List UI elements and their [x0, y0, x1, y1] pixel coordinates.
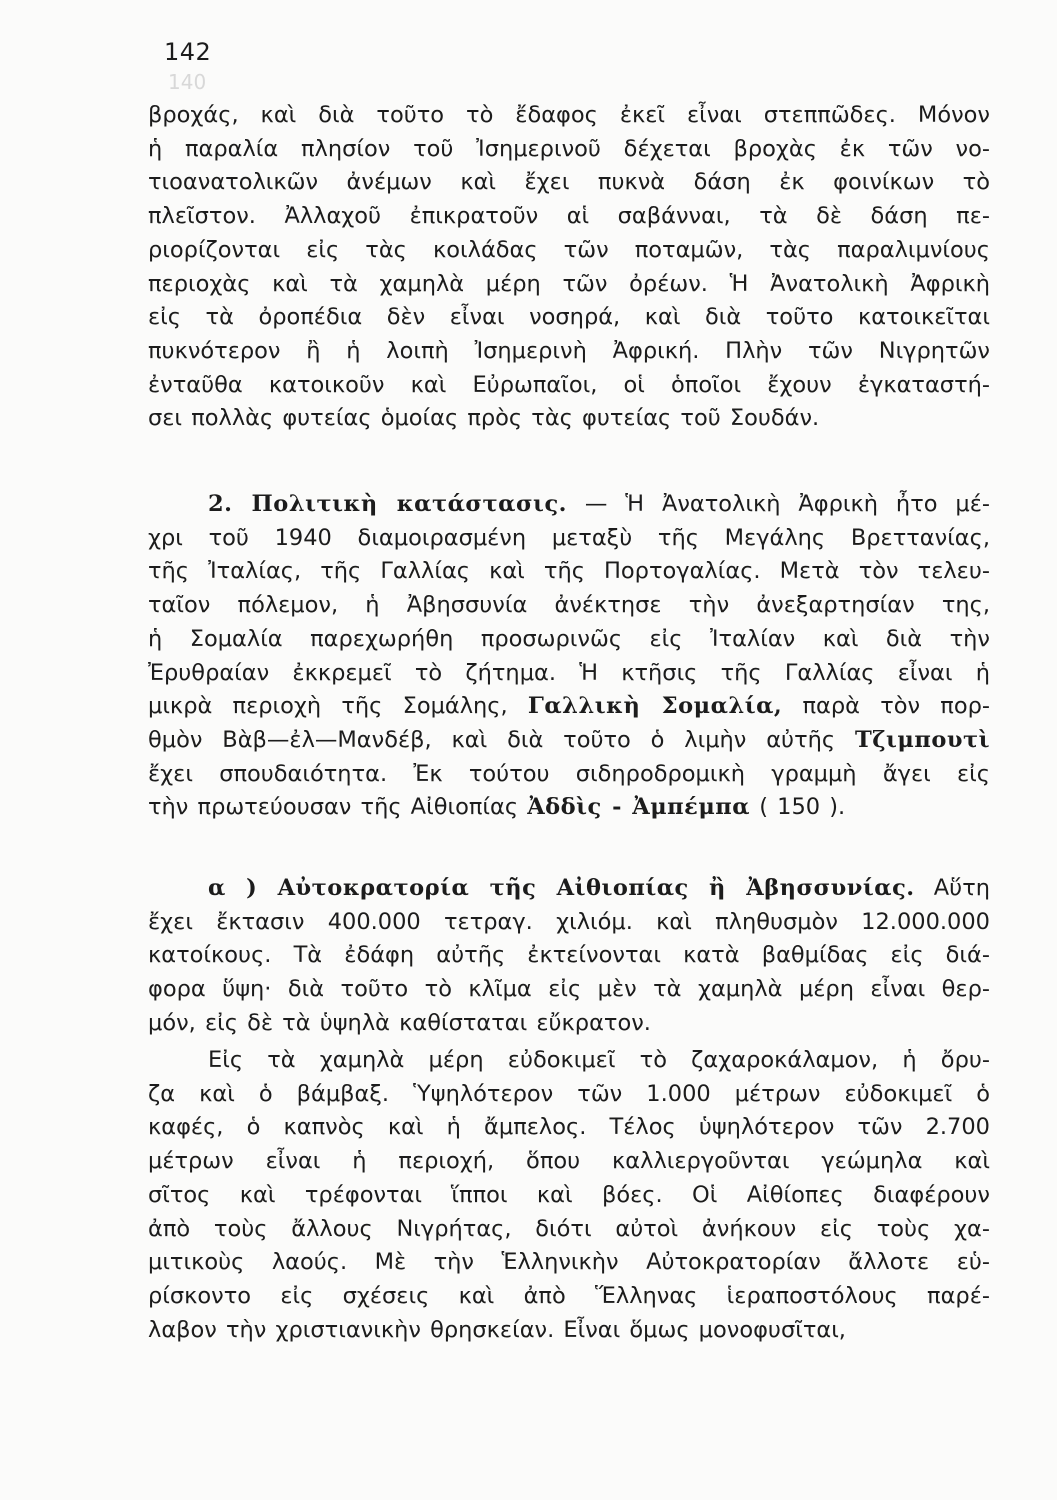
- text-line: ἐνταῦθα κατοικοῦν καὶ Εὐρωπαῖοι, οἱ ὁποῖοι ἔχουν ἐγκαταστή-: [148, 371, 990, 398]
- text-line: σῖτος καὶ τρέφονται ἵπποι καὶ βόες. Οἱ Αἰθίοπες διαφέρουν: [148, 1181, 990, 1208]
- text-run: Αὕτη: [914, 875, 990, 901]
- text-line: μιτικοὺς λαούς. Μὲ τὴν Ἑλληνικὴν Αὐτοκρατορίαν ἄλλοτε εὑ-: [148, 1249, 990, 1276]
- text-line: περιοχὰς καὶ τὰ χαμηλὰ μέρη τῶν ὀρέων. Ἡ Ἀνατολικὴ Ἀφρικὴ: [148, 270, 990, 297]
- text-run: ( 150 ).: [750, 794, 846, 821]
- text-line: ρίσκοντο εἰς σχέσεις καὶ ἀπὸ Ἕλληνας ἱεραποστόλους παρέ-: [148, 1282, 990, 1309]
- paragraph-agriculture: [148, 1044, 990, 1347]
- text-line: Εἰς τὰ χαμηλὰ μέρη εὐδοκιμεῖ τὸ ζαχαροκάλαμον, ἡ ὄρυ-: [208, 1047, 990, 1073]
- text-run: θμὸν Βὰβ—ἐλ—Μανδέβ, καὶ διὰ τοῦτο ὁ λιμὴν αὐτῆς: [148, 726, 855, 753]
- text-line: κατοίκους. Τὰ ἐδάφη αὐτῆς ἐκτείνονται κατὰ βαθμίδας εἰς διά-: [148, 942, 990, 969]
- text-run: μικρὰ περιοχὴ τῆς Σομάλης,: [148, 693, 528, 720]
- text-line: ζα καὶ ὁ βάμβαξ. Ὑψηλότερον τῶν 1.000 μέτρων εὐδοκιμεῖ ὁ: [148, 1080, 990, 1107]
- text-line: ταῖον πόλεμον, ἡ Ἀβησσυνία ἀνέκτησε τὴν ἀνεξαρτησίαν της,: [148, 592, 990, 619]
- bold-term: Γαλλικὴ Σομαλία,: [527, 693, 783, 720]
- text-line: ἀπὸ τοὺς ἄλλους Νιγρήτας, διότι αὐτοὶ ἀνήκουν εἰς τοὺς χα-: [148, 1215, 990, 1242]
- text-line: ἔχει σπουδαιότητα. Ἐκ τούτου σιδηροδρομικὴ γραμμὴ ἄγει εἰς: [148, 760, 990, 787]
- text-line: [148, 690, 990, 724]
- paragraph-political-situation: [148, 488, 990, 825]
- bold-term: Ἀδδὶς - Ἀμπέμπα: [527, 794, 751, 821]
- text-line: ἡ παραλία πλησίον τοῦ Ἰσημερινοῦ δέχεται βροχὰς ἐκ τῶν νο-: [148, 135, 990, 162]
- text-run: — Ἡ Ἀνατολικὴ Ἀφρικὴ ἦτο μέ-: [566, 491, 990, 517]
- text-line: σει πολλὰς φυτείας ὁμοίας πρὸς τὰς φυτείας τοῦ Σουδάν.: [148, 405, 820, 432]
- section-heading: 2. Πολιτικὴ κατάστασις.: [208, 491, 567, 517]
- text-line: πλεῖστον. Ἀλλαχοῦ ἐπικρατοῦν αἱ σαβάνναι, τὰ δὲ δάση πε-: [148, 203, 990, 230]
- text-line: ριορίζονται εἰς τὰς κοιλάδας τῶν ποταμῶν, τὰς παραλιμνίους: [148, 236, 990, 263]
- section-heading-line: [148, 872, 990, 906]
- page-number: 142: [164, 38, 212, 66]
- text-line: τιοανατολικῶν ἀνέμων καὶ ἔχει πυκνὰ δάση ἐκ φοινίκων τὸ: [148, 169, 990, 196]
- text-line: μόν, εἰς δὲ τὰ ὑψηλὰ καθίσταται εὔκρατον.: [148, 1009, 651, 1036]
- text-line: ἡ Σομαλία παρεχωρήθη προσωρινῶς εἰς Ἰταλίαν καὶ διὰ τὴν: [148, 625, 990, 652]
- bold-term: Τζιμπουτὶ: [854, 726, 990, 753]
- text-line: λαβον τὴν χριστιανικὴν θρησκείαν. Εἶναι ὅμως μονοφυσῖται,: [148, 1316, 846, 1343]
- text-run: παρὰ τὸν πορ-: [782, 693, 991, 720]
- section-heading-line: [148, 488, 990, 522]
- text-line: Ἐρυθραίαν ἐκκρεμεῖ τὸ ζήτημα. Ἡ κτῆσις τῆς Γαλλίας εἶναι ἡ: [148, 659, 990, 686]
- text-line: εἰς τὰ ὀροπέδια δὲν εἶναι νοσηρά, καὶ διὰ τοῦτο κατοικεῖται: [148, 304, 990, 331]
- text-line: πυκνότερον ἢ ἡ λοιπὴ Ἰσημερινὴ Ἀφρική. Πλὴν τῶν Νιγρητῶν: [148, 337, 990, 364]
- text-line: ἔχει ἔκτασιν 400.000 τετραγ. χιλιόμ. καὶ πληθυσμὸν 12.000.000: [148, 908, 990, 935]
- text-line: τῆς Ἰταλίας, τῆς Γαλλίας καὶ τῆς Πορτογαλίας. Μετὰ τὸν τελευ-: [148, 558, 990, 585]
- text-line: φορα ὕψη· διὰ τοῦτο τὸ κλῖμα εἰς μὲν τὰ χαμηλὰ μέρη εἶναι θερ-: [148, 976, 990, 1003]
- text-line: [148, 724, 990, 758]
- text-line: καφές, ὁ καπνὸς καὶ ἡ ἄμπελος. Τέλος ὑψηλότερον τῶν 2.700: [148, 1114, 990, 1141]
- paragraph-climate: [148, 99, 990, 436]
- text-line: μέτρων εἶναι ἡ περιοχή, ὅπου καλλιεργοῦνται γεώμηλα καὶ: [148, 1148, 990, 1175]
- text-line: βροχάς, καὶ διὰ τοῦτο τὸ ἔδαφος ἐκεῖ εἶναι στεππῶδες. Μόνον: [148, 102, 990, 128]
- bleed-through-page-number: 140: [168, 70, 207, 94]
- text-run: τὴν πρωτεύουσαν τῆς Αἰθιοπίας: [148, 794, 528, 821]
- section-heading: α ) Αὐτοκρατορία τῆς Αἰθιοπίας ἢ Ἀβησσυνίας.: [208, 875, 915, 901]
- text-line: χρι τοῦ 1940 διαμοιρασμένη μεταξὺ τῆς Μεγάλης Βρεττανίας,: [148, 524, 990, 551]
- text-line: [148, 791, 990, 825]
- paragraph-ethiopia: [148, 872, 990, 1041]
